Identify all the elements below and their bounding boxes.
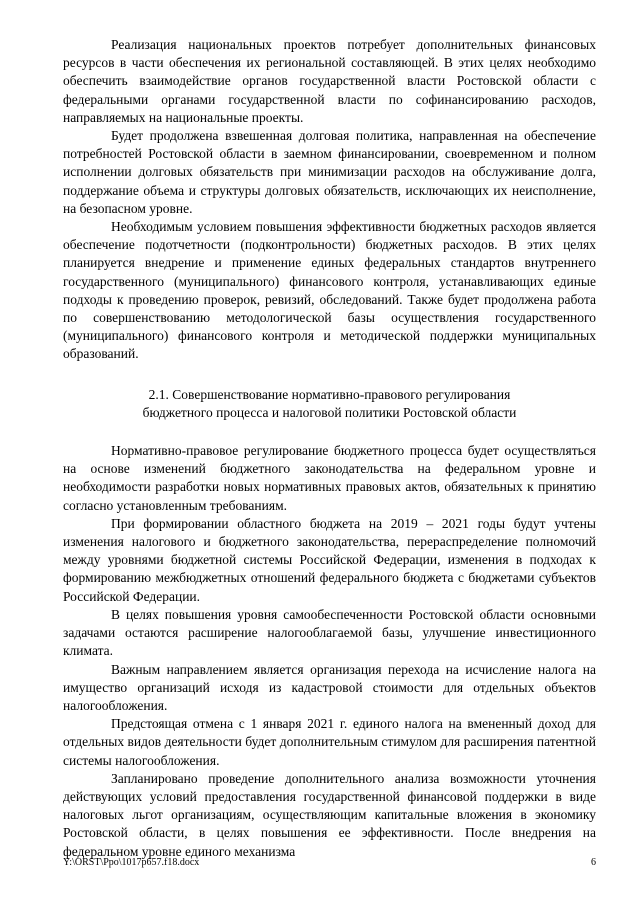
paragraph-self-sufficiency: В целях повышения уровня самообеспеченности Ростовской области основными задачами остаются расширение налогооблагаемой базы, улучшение инвестиционного климата. xyxy=(63,606,596,659)
paragraph-debt-policy: Будет продолжена взвешенная долговая политика, направленная на обеспечение потребностей Ростовской области в заемном финансировании, своевременном и полном исполнении долговых обязательств при минимизации расходов на обслуживание долга, поддержание объема и структуры долговых обязательств, исключающих их неисполнение, на безопасном уровне. xyxy=(63,128,596,216)
paragraph-property-tax: Важным направлением является организация перехода на исчисление налога на имущество организаций исходя из кадастровой стоимости для отдельных объектов налогообложения. xyxy=(63,661,596,713)
section-heading-line-1: 2.1. Совершенствование нормативно-правового регулирования xyxy=(148,386,511,402)
paragraph-imputed-tax: Предстоящая отмена с 1 января 2021 г. единого налога на вмененный доход для отдельных видов деятельности будет дополнительным стимулом для расширения патентной системы налогообложения. xyxy=(63,716,596,768)
paragraph-budget-formation: При формировании областного бюджета на 2019 – 2021 годы будут учтены изменения налогового и бюджетного законодательства, перераспределение полномочий между уровнями бюджетной системы Российской Федерации, изменения в подходах к формированию межбюджетных отношений федерального бюджета с бюджетами субъектов Российской Федерации. xyxy=(63,515,596,604)
paragraph-tax-benefits: Запланировано проведение дополнительного анализа возможности уточнения действующих условий предоставления государственной финансовой поддержки в виде налоговых льгот организациям, осуществляющим капитальные вложения в экономику Ростовской области, в целях повышения ее эффективности. После внедрения на федеральном уровне единого механизма xyxy=(63,770,596,859)
document-page xyxy=(63,36,596,861)
section-heading-line-2: бюджетного процесса и налоговой политики Ростовской области xyxy=(142,404,517,420)
paragraph-regulation: Нормативно-правовое регулирование бюджетного процесса будет осуществляться на основе изменений бюджетного законодательства на федеральном уровне и необходимости разработки новых нормативных правовых актов, обязательных к принятию согласно установленным требованиям. xyxy=(63,443,596,513)
footer-file-path: Y:\ORST\Ppo\1017p657.f18.docx xyxy=(63,857,200,868)
section-heading xyxy=(63,386,596,422)
paragraph-national-projects: Реализация национальных проектов потребует дополнительных финансовых ресурсов в части обеспечения их региональной составляющей. В этих целях необходимо обеспечить взаимодействие органов государственной власти Ростовской области с федеральными органами государственной власти по софинансированию расходов, направляемых на национальные проекты. xyxy=(63,37,596,125)
paragraph-budget-efficiency: Необходимым условием повышения эффективности бюджетных расходов является обеспечение подотчетности (подконтрольности) бюджетных расходов. В этих целях планируется внедрение и применение единых федеральных стандартов внутреннего государственного (муниципального) финансового контроля, устанавливающих единые подходы к проведению проверок, ревизий, обследований. Также будет продолжена работа по совершенствованию методологической базы осуществления государственного (муниципального) финансового контроля и методической поддержки муниципальных образований. xyxy=(63,219,596,362)
page-number: 6 xyxy=(591,857,596,868)
